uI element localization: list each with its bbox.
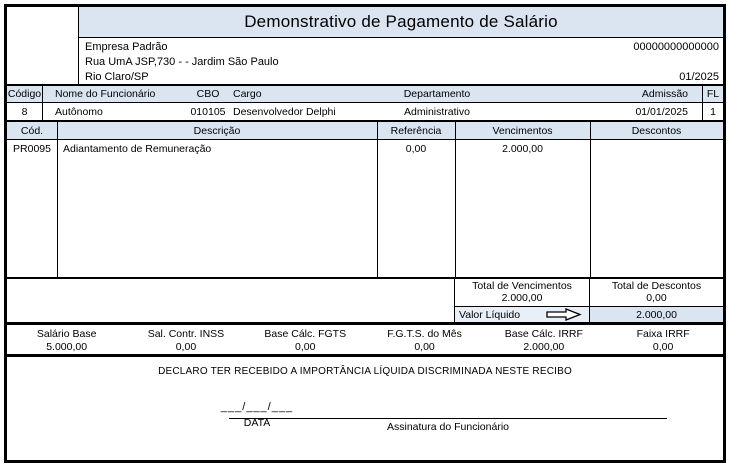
fgts-mes-value: 0,00 (414, 341, 435, 353)
col-header-nome: Nome do Funcionário (55, 88, 156, 100)
items-header-descontos: Descontos (631, 124, 682, 137)
items-header-cod: Cód. (20, 124, 44, 137)
item-deduction (590, 143, 723, 155)
items-header-vencimentos: Vencimentos (492, 124, 553, 137)
bases-section (7, 322, 723, 354)
company-line-2 (85, 54, 719, 69)
base-fgts-label: Base Cálc. FGTS (264, 328, 347, 340)
document-header (7, 7, 723, 86)
col-header-cbo: CBO (196, 88, 220, 100)
declaration-text: DECLARO TER RECEBIDO A IMPORTÂNCIA LÍQUIDA DISCRIMINADA NESTE RECIBO (158, 366, 572, 377)
earnings-deductions-table (7, 122, 723, 277)
totals-section (7, 277, 723, 322)
employee-nome: Autônomo (55, 105, 103, 118)
base-inss-label: Sal. Contr. INSS (147, 328, 225, 340)
page-title: Demonstrativo de Pagamento de Salário (79, 7, 723, 38)
declaration-section (7, 354, 723, 460)
employee-departamento: Administrativo (404, 105, 470, 118)
col-header-departamento: Departamento (403, 88, 471, 100)
table-row (7, 143, 723, 155)
faixa-irrf-label: Faixa IRRF (636, 328, 690, 340)
fgts-mes-label: F.G.T.S. do Mês (387, 328, 462, 340)
col-header-cargo: Cargo (233, 88, 262, 100)
total-earnings-value: 2.000,00 (501, 292, 543, 304)
employee-value-row (7, 103, 723, 120)
base-irrf-value: 2.000,00 (523, 341, 565, 353)
col-header-codigo: Código (7, 88, 42, 100)
totals-empty-box (7, 279, 455, 322)
faixa-irrf-value: 0,00 (652, 341, 674, 353)
base-fgts (246, 325, 365, 354)
col-header-admissao: Admissão (502, 86, 703, 102)
total-earnings-cell (455, 279, 590, 306)
base-salario-value: 5.000,00 (46, 341, 88, 353)
base-irrf (484, 325, 603, 354)
employee-admissao: 01/01/2025 (502, 103, 703, 120)
net-value-label-cell (455, 307, 590, 322)
net-value-label: Valor Líquido (459, 308, 521, 321)
item-description: Adiantamento de Remuneração (63, 143, 212, 155)
item-reference: 0,00 (405, 143, 427, 155)
payslip-document (4, 4, 726, 463)
faixa-irrf (603, 325, 722, 354)
fgts-mes (365, 325, 484, 354)
net-value-amount: 2.000,00 (590, 307, 723, 322)
items-header-descricao: Descrição (193, 124, 241, 137)
total-deductions-label: Total de Descontos (611, 280, 702, 292)
employee-codigo: 8 (7, 103, 43, 120)
item-code: PR0095 (13, 143, 51, 155)
items-header-referencia: Referência (390, 124, 442, 137)
total-deductions-cell (590, 279, 723, 306)
company-block (79, 38, 723, 84)
signature-line (229, 418, 667, 419)
company-code: 00000000000000 (633, 40, 719, 53)
net-value-row (455, 306, 723, 322)
company-name: Empresa Padrão (85, 40, 168, 53)
employee-fl: 1 (710, 105, 716, 118)
right-arrow-icon (546, 308, 582, 321)
base-salario-label: Salário Base (36, 328, 97, 340)
company-logo-placeholder (7, 7, 79, 84)
items-body (7, 140, 723, 277)
employee-header-row (7, 86, 723, 103)
total-earnings-label: Total de Vencimentos (472, 280, 572, 292)
reference-period: 01/2025 (679, 70, 719, 83)
col-header-fl: FL (706, 88, 720, 100)
base-inss (126, 325, 245, 354)
items-header-row (7, 122, 723, 140)
employee-table (7, 86, 723, 122)
item-earning: 2.000,00 (502, 143, 543, 155)
company-address: Rua UmA JSP,730 - - Jardim São Paulo (85, 55, 279, 68)
employee-cargo: Desenvolvedor Delphi (233, 105, 336, 118)
company-line-1 (85, 39, 719, 54)
employee-cbo: 010105 (190, 105, 226, 118)
total-deductions-value: 0,00 (646, 292, 667, 304)
base-inss-value: 0,00 (175, 341, 197, 353)
signature-label: Assinatura do Funcionário (387, 421, 509, 433)
date-label: DATA (243, 417, 271, 429)
base-irrf-label: Base Cálc. IRRF (504, 328, 583, 340)
company-city: Rio Claro/SP (85, 70, 149, 83)
date-placeholder: ___/___/___ (220, 401, 294, 413)
base-fgts-value: 0,00 (295, 341, 316, 353)
company-line-3 (85, 69, 719, 84)
base-salario (7, 325, 126, 354)
